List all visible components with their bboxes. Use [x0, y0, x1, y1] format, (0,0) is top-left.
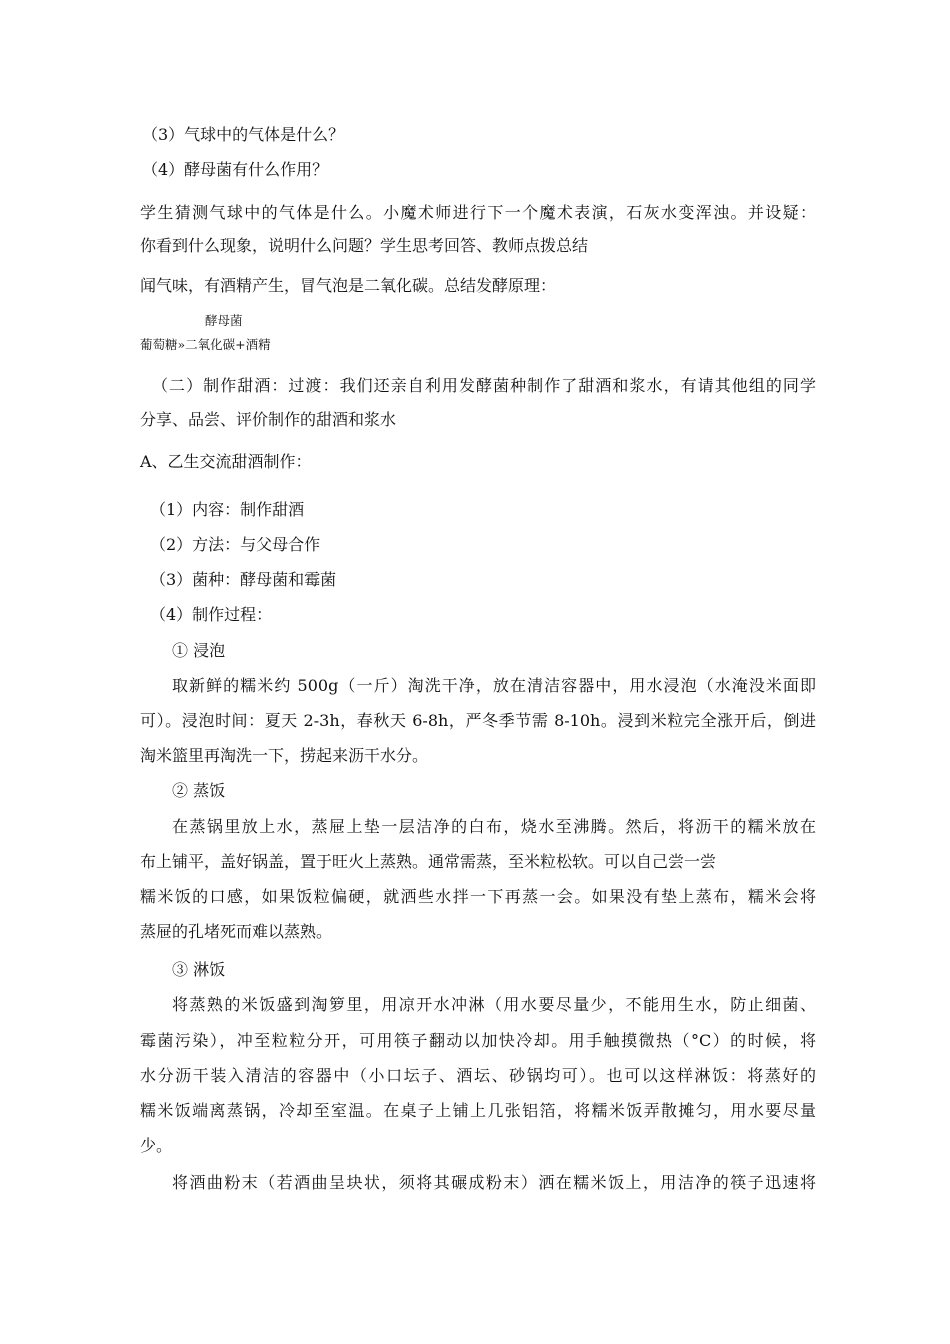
paragraph-line: 闻气味，有酒精产生，冒气泡是二氧化碳。总结发酵原理：: [140, 276, 557, 295]
paragraph-line: 蒸屉的孔堵死而难以蒸熟。: [140, 922, 333, 941]
paragraph-line: 糯米饭端离蒸锅，冷却至室温。在桌子上铺上几张铝箔，将糯米饭弄散摊匀，用水要尽量: [140, 1101, 816, 1120]
list-item: （2）方法：与父母合作: [150, 535, 321, 554]
paragraph-line: 少。: [140, 1136, 173, 1155]
paragraph-line: 在蒸锅里放上水，蒸屉上垫一层洁净的白布，烧水至沸腾。然后，将沥干的糯米放在: [172, 817, 816, 836]
paragraph-line: 将蒸熟的米饭盛到淘箩里，用凉开水冲淋（用水要尽量少，不能用生水，防止细菌、: [172, 995, 816, 1014]
paragraph-line: 淘米篮里再淘洗一下，捞起来沥干水分。: [140, 746, 429, 765]
paragraph-line: 霉菌污染），冲至粒粒分开，可用筷子翻动以加快冷却。用手触摸微热（°C）的时候，将: [140, 1031, 816, 1050]
section-heading: （二）制作甜酒：过渡：我们还亲自利用发酵菌种制作了甜酒和浆水，有请其他组的同学: [152, 376, 816, 395]
paragraph-line: 水分沥干装入清洁的容器中（小口坛子、酒坛、砂锅均可）。也可以这样淋饭：将蒸好的: [140, 1066, 816, 1085]
equation: 葡萄糖»二氧化碳+酒精: [140, 337, 271, 352]
paragraph-line: 布上铺平，盖好锅盖，置于旺火上蒸熟。通常需蒸，至米粒松软。可以自己尝一尝: [140, 852, 717, 871]
paragraph-line: 学生猜测气球中的气体是什么。小魔术师进行下一个魔术表演，石灰水变浑浊。并设疑：: [140, 203, 816, 222]
paragraph-line: 你看到什么现象，说明什么问题？学生思考回答、教师点拨总结: [140, 236, 589, 255]
step-heading: ② 蒸饭: [172, 781, 226, 800]
equation-catalyst: 酵母菌: [205, 313, 243, 328]
question-3: （3）气球中的气体是什么？: [142, 125, 345, 144]
paragraph-line: 将酒曲粉末（若酒曲呈块状，须将其碾成粉末）洒在糯米饭上，用洁净的筷子迅速将: [172, 1173, 816, 1192]
paragraph-line: 分享、品尝、评价制作的甜酒和浆水: [140, 410, 397, 429]
subsection-heading: A、乙生交流甜酒制作：: [140, 452, 312, 471]
paragraph-line: 取新鲜的糯米约 500g（一斤）淘洗干净，放在清洁容器中，用水浸泡（水淹没米面即: [172, 676, 816, 695]
paragraph-line: 可）。浸泡时间：夏天 2-3h，春秋天 6-8h，严冬季节需 8-10h。浸到米粒完全涨开后，倒进: [140, 711, 816, 730]
question-4: （4）酵母菌有什么作用？: [142, 160, 329, 179]
list-item: （1）内容：制作甜酒: [150, 500, 305, 519]
step-heading: ① 浸泡: [172, 641, 226, 660]
list-item: （4）制作过程：: [150, 605, 273, 624]
paragraph-line: 糯米饭的口感，如果饭粒偏硬，就洒些水拌一下再蒸一会。如果没有垫上蒸布，糯米会将: [140, 887, 816, 906]
step-heading: ③ 淋饭: [172, 960, 226, 979]
list-item: （3）菌种：酵母菌和霉菌: [150, 570, 337, 589]
